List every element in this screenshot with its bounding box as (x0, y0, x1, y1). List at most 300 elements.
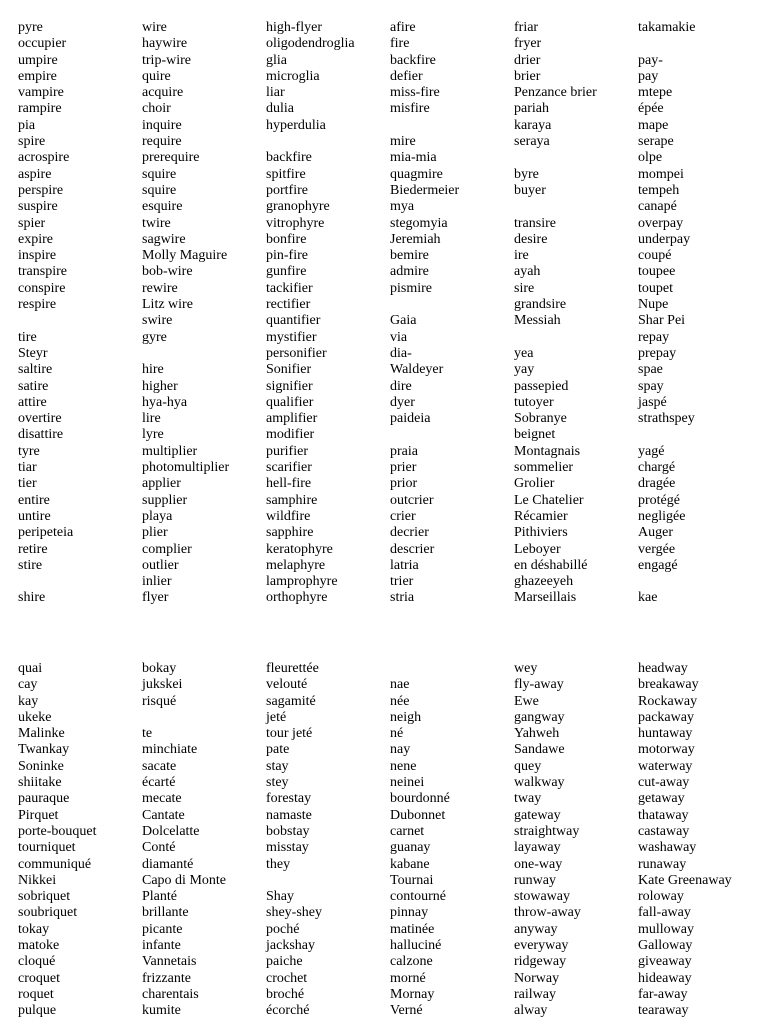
word-entry: drier (514, 52, 541, 68)
word-entry: granophyre (266, 199, 330, 215)
word-entry: layaway (514, 840, 561, 856)
word-entry: misstay (266, 840, 309, 856)
word-entry: beignet (514, 427, 556, 443)
word-entry: trip-wire (142, 52, 191, 68)
column-1-upper (18, 20, 73, 607)
word-entry: entire (18, 492, 50, 508)
word-entry: minchiate (142, 742, 198, 758)
word-entry: tier (18, 476, 37, 492)
word-entry: conspire (18, 280, 66, 296)
word-entry: getaway (638, 791, 685, 807)
word-entry: Molly Maguire (142, 248, 228, 264)
word-entry: Shar Pei (638, 313, 686, 329)
word-entry: retire (18, 541, 48, 557)
word-entry: yagé (638, 443, 665, 459)
word-entry (18, 574, 73, 590)
word-entry: friar (514, 20, 539, 35)
word-entry: repay (638, 329, 670, 345)
word-entry: microglia (266, 68, 320, 84)
word-entry: épée (638, 101, 664, 117)
column-6-upper (638, 20, 696, 607)
word-entry: everyway (514, 938, 569, 954)
word-entry: nene (390, 758, 417, 774)
word-entry: mompei (638, 166, 684, 182)
word-entry: misfire (390, 101, 430, 117)
word-entry: personifier (266, 345, 327, 361)
word-entry: orthophyre (266, 590, 328, 606)
word-entry: gyre (142, 329, 167, 345)
word-entry (638, 427, 696, 443)
word-entry: empire (18, 68, 57, 84)
word-entry: jackshay (266, 938, 315, 954)
word-entry: jeté (266, 709, 287, 725)
word-entry: shire (18, 590, 46, 606)
word-entry: keratophyre (266, 541, 333, 557)
word-entry: transire (514, 215, 556, 231)
word-entry: ukeke (18, 709, 52, 725)
word-entry: spitfire (266, 166, 306, 182)
word-entry: washaway (638, 840, 697, 856)
word-entry: hire (142, 362, 164, 378)
word-entry: glia (266, 52, 287, 68)
word-entry: applier (142, 476, 181, 492)
word-entry (142, 710, 226, 726)
word-entry (142, 346, 229, 362)
word-entry: matoke (18, 938, 60, 954)
word-entry: cloqué (18, 954, 56, 970)
column-6-lower (638, 661, 732, 1020)
word-entry: Galloway (638, 938, 693, 954)
word-entry: bemire (390, 248, 429, 264)
word-entry: byre (514, 166, 539, 182)
word-entry: namaste (266, 807, 312, 823)
word-entry: engagé (638, 557, 678, 573)
word-entry: huntaway (638, 726, 693, 742)
word-entry: olpe (638, 150, 663, 166)
column-3-upper (266, 20, 355, 607)
word-entry: ayah (514, 264, 541, 280)
word-entry: latria (390, 557, 419, 573)
word-entry: rampire (18, 101, 62, 117)
word-entry: Steyr (18, 345, 48, 361)
word-entry: mia-mia (390, 150, 437, 166)
word-entry: lyre (142, 427, 164, 443)
word-entry: Le Chatelier (514, 492, 584, 508)
word-entry: pate (266, 742, 290, 758)
word-entry: kay (18, 693, 39, 709)
word-entry: perspire (18, 182, 64, 198)
word-entry: Conté (142, 840, 176, 856)
word-entry: protégé (638, 492, 680, 508)
word-entry: Planté (142, 889, 177, 905)
word-entry: crier (390, 508, 416, 524)
word-entry: Twankay (18, 742, 70, 758)
column-1-lower (18, 661, 97, 1020)
word-entry: nae (390, 677, 410, 693)
word-entry: kumite (142, 1003, 181, 1019)
word-entry: écarté (142, 775, 176, 791)
word-entry: one-way (514, 856, 563, 872)
word-entry: né (390, 726, 404, 742)
word-entry: halluciné (390, 938, 442, 954)
word-entry: multiplier (142, 443, 198, 459)
word-entry: tempeh (638, 182, 680, 198)
word-entry: pin-fire (266, 248, 308, 264)
word-entry: coupé (638, 248, 672, 264)
column-5-lower (514, 661, 581, 1020)
word-entry: guanay (390, 840, 431, 856)
word-entry: serape (638, 134, 674, 150)
word-entry: trier (390, 574, 414, 590)
word-entry: aspire (18, 166, 52, 182)
word-entry: acrospire (18, 150, 70, 166)
column-4-upper (390, 20, 459, 607)
word-entry: inlier (142, 574, 172, 590)
word-entry: Shay (266, 889, 294, 905)
word-entry: ridgeway (514, 954, 567, 970)
word-entry: Marseillais (514, 590, 577, 606)
word-entry: sagwire (142, 231, 186, 247)
word-entry: pauraque (18, 791, 70, 807)
word-entry: strathspey (638, 411, 695, 427)
word-entry: gunfire (266, 264, 307, 280)
word-entry: throw-away (514, 905, 581, 921)
word-entry: canapé (638, 199, 677, 215)
word-entry: dulia (266, 101, 294, 117)
word-entry: spier (18, 215, 46, 231)
word-entry: miss-fire (390, 85, 440, 101)
column-3-lower (266, 661, 322, 1020)
word-entry: Grolier (514, 476, 555, 492)
word-entry: quai (18, 661, 43, 676)
word-entry: underpay (638, 231, 691, 247)
word-entry: hyperdulia (266, 117, 326, 133)
word-entry: bokay (142, 661, 177, 676)
word-entry: Auger (638, 525, 673, 541)
word-entry (18, 313, 73, 329)
word-entry: admire (390, 264, 429, 280)
word-entry: complier (142, 541, 192, 557)
word-entry: toupee (638, 264, 676, 280)
word-entry (390, 661, 450, 677)
word-entry: shiitake (18, 775, 62, 791)
word-entry: Litz wire (142, 297, 193, 313)
word-entry: squire (142, 182, 177, 198)
word-entry: neinei (390, 775, 425, 791)
word-entry: squire (142, 166, 177, 182)
word-entry: morné (390, 970, 426, 986)
word-entry: giveaway (638, 954, 692, 970)
word-entry: matinée (390, 921, 435, 937)
word-entry: Récamier (514, 508, 568, 524)
word-entry: sire (514, 280, 535, 296)
word-entry: jaspé (638, 394, 667, 410)
word-entry (514, 199, 597, 215)
word-entry: twire (142, 215, 171, 231)
word-entry: backfire (390, 52, 436, 68)
word-entry: Vannetais (142, 954, 197, 970)
word-entry: Ewe (514, 693, 539, 709)
word-entry: kae (638, 590, 658, 606)
word-entry: pay- (638, 52, 663, 68)
word-entry: wey (514, 661, 538, 676)
word-entry: poché (266, 921, 300, 937)
word-entry: pismire (390, 280, 432, 296)
word-entry (514, 330, 597, 346)
word-entry: carnet (390, 823, 425, 839)
word-entry: bonfire (266, 231, 307, 247)
word-entry: scarifier (266, 460, 312, 476)
word-entry: vitrophyre (266, 215, 325, 231)
word-entry: Soninke (18, 758, 64, 774)
word-entry (514, 150, 597, 166)
word-entry (638, 36, 696, 52)
word-entry: pariah (514, 101, 549, 117)
word-entry: overpay (638, 215, 684, 231)
word-entry: Gaia (390, 313, 417, 329)
word-entry: croquet (18, 970, 60, 986)
word-entry: haywire (142, 36, 188, 52)
word-entry: motorway (638, 742, 695, 758)
word-entry: untire (18, 508, 51, 524)
word-entry: higher (142, 378, 178, 394)
word-entry: Rockaway (638, 693, 698, 709)
column-4-lower (390, 661, 450, 1020)
word-entry: ire (514, 248, 529, 264)
word-entry: grandsire (514, 297, 567, 313)
word-entry: spae (638, 362, 663, 378)
word-entry: saltire (18, 362, 53, 378)
word-entry: modifier (266, 427, 315, 443)
word-entry: samphire (266, 492, 318, 508)
word-entry: tiar (18, 460, 37, 476)
word-entry: brier (514, 68, 541, 84)
word-entry: Yahweh (514, 726, 560, 742)
word-entry: descrier (390, 541, 435, 557)
word-entry: inspire (18, 248, 57, 264)
word-entry: Capo di Monte (142, 872, 226, 888)
word-entry: swire (142, 313, 173, 329)
word-entry: mtepe (638, 85, 673, 101)
word-entry: tour jeté (266, 726, 313, 742)
word-entry: mystifier (266, 329, 317, 345)
word-entry: infante (142, 938, 181, 954)
word-entry: alway (514, 1003, 548, 1019)
word-entry: écorché (266, 1003, 310, 1019)
word-entry: quagmire (390, 166, 443, 182)
word-entry: outcrier (390, 492, 434, 508)
word-entry: qualifier (266, 394, 314, 410)
word-entry: peripeteia (18, 525, 74, 541)
word-entry: walkway (514, 775, 565, 791)
word-entry: stowaway (514, 889, 570, 905)
word-entry: headway (638, 661, 688, 676)
word-entry: roquet (18, 986, 54, 1002)
word-entry: photomultiplier (142, 460, 230, 476)
word-entry: Mornay (390, 986, 435, 1002)
word-entry: Biedermeier (390, 182, 460, 198)
word-entry: tackifier (266, 280, 313, 296)
word-entry: hideaway (638, 970, 692, 986)
word-entry: sagamité (266, 693, 316, 709)
word-entry: Montagnais (514, 443, 581, 459)
word-entry (390, 118, 459, 134)
word-entry: fleurettée (266, 661, 319, 676)
word-entry: defier (390, 68, 423, 84)
word-entry: nay (390, 742, 411, 758)
word-entry: seraya (514, 134, 550, 150)
word-entry: stria (390, 590, 415, 606)
word-entry: pulque (18, 1003, 57, 1019)
word-entry (390, 297, 459, 313)
word-entry: hya-hya (142, 394, 188, 410)
word-entry: bobstay (266, 823, 310, 839)
word-entry: backfire (266, 150, 312, 166)
word-entry: Sobranye (514, 411, 567, 427)
word-entry: porte-bouquet (18, 823, 97, 839)
word-entry: soubriquet (18, 905, 78, 921)
word-entry: takamakie (638, 20, 696, 35)
word-entry: liar (266, 85, 285, 101)
word-entry: stire (18, 557, 43, 573)
word-entry: velouté (266, 677, 308, 693)
word-entry: anyway (514, 921, 558, 937)
word-entry: Jeremiah (390, 231, 441, 247)
word-entry: yay (514, 362, 535, 378)
word-entry: rectifier (266, 297, 311, 313)
word-entry: Penzance brier (514, 85, 597, 101)
word-entry: gangway (514, 709, 565, 725)
word-entry: negligée (638, 508, 686, 524)
word-entry: Pithiviers (514, 525, 568, 541)
word-entry: Nupe (638, 297, 669, 313)
word-entry: forestay (266, 791, 312, 807)
word-entry: passepied (514, 378, 569, 394)
word-entry: choir (142, 101, 171, 117)
word-entry: require (142, 134, 182, 150)
word-entry: prior (390, 476, 418, 492)
word-entry: neigh (390, 709, 422, 725)
word-entry: disattire (18, 427, 64, 443)
word-entry: tourniquet (18, 840, 76, 856)
word-entry (266, 134, 355, 150)
word-entry: cut-away (638, 775, 690, 791)
word-entry: acquire (142, 85, 184, 101)
word-entry: amplifier (266, 411, 318, 427)
word-entry: en déshabillé (514, 557, 588, 573)
word-entry: occupier (18, 36, 67, 52)
word-entry: quantifier (266, 313, 321, 329)
word-entry: sacate (142, 758, 177, 774)
word-entry: lire (142, 411, 161, 427)
word-entry: railway (514, 986, 556, 1002)
word-entry (390, 427, 459, 443)
word-entry (266, 873, 322, 889)
word-entry: Sandawe (514, 742, 565, 758)
word-entry: Norway (514, 970, 560, 986)
word-entry: praia (390, 443, 418, 459)
word-entry: tutoyer (514, 394, 554, 410)
word-entry: dragée (638, 476, 676, 492)
word-entry: transpire (18, 264, 67, 280)
word-entry: mulloway (638, 921, 694, 937)
word-entry: tway (514, 791, 542, 807)
word-entry: Kate Greenaway (638, 872, 732, 888)
word-entry: diamanté (142, 856, 194, 872)
word-entry: melaphyre (266, 557, 326, 573)
word-entry: pay (638, 68, 659, 84)
word-entry: calzone (390, 954, 433, 970)
word-entry: Tournai (390, 872, 434, 888)
word-entry: waterway (638, 758, 693, 774)
word-entry: prier (390, 460, 417, 476)
word-entry (638, 574, 696, 590)
word-entry: esquire (142, 199, 183, 215)
word-entry: cay (18, 677, 38, 693)
word-entry: quire (142, 68, 171, 84)
word-entry: risqué (142, 693, 177, 709)
word-entry: crochet (266, 970, 308, 986)
word-entry: decrier (390, 525, 429, 541)
word-entry: dyer (390, 394, 415, 410)
word-entry: desire (514, 231, 548, 247)
word-entry: mecate (142, 791, 182, 807)
word-entry: sommelier (514, 460, 574, 476)
word-entry: stey (266, 775, 289, 791)
word-entry: plier (142, 525, 168, 541)
word-entry: umpire (18, 52, 58, 68)
column-5-upper (514, 20, 597, 607)
word-entry: Dubonnet (390, 807, 446, 823)
word-entry: satire (18, 378, 49, 394)
word-entry: suspire (18, 199, 58, 215)
word-entry: vampire (18, 85, 64, 101)
word-entry: Leboyer (514, 541, 561, 557)
word-entry: bob-wire (142, 264, 193, 280)
word-entry: flyer (142, 590, 169, 606)
word-entry: stay (266, 758, 289, 774)
word-entry: yea (514, 345, 534, 361)
word-entry: wire (142, 20, 167, 35)
word-entry: kabane (390, 856, 430, 872)
word-entry: overtire (18, 411, 62, 427)
word-entry: shey-shey (266, 905, 322, 921)
word-entry: far-away (638, 986, 688, 1002)
word-entry: pinnay (390, 905, 429, 921)
word-entry: straightway (514, 823, 580, 839)
word-entry: playa (142, 508, 173, 524)
word-entry: Cantate (142, 807, 185, 823)
word-entry: buyer (514, 182, 546, 198)
word-entry: tearaway (638, 1003, 689, 1019)
word-entry: thataway (638, 807, 689, 823)
word-entry: Sonifier (266, 362, 312, 378)
word-entry: paiche (266, 954, 303, 970)
word-entry: mape (638, 117, 669, 133)
word-entry: rewire (142, 280, 178, 296)
word-entry: quey (514, 758, 542, 774)
word-entry: tire (18, 329, 37, 345)
word-entry: Messiah (514, 313, 561, 329)
word-entry: packaway (638, 709, 694, 725)
word-entry: broché (266, 986, 305, 1002)
word-entry: roloway (638, 889, 684, 905)
word-entry: prerequire (142, 150, 200, 166)
word-entry: castaway (638, 823, 690, 839)
word-entry: toupet (638, 280, 673, 296)
word-entry: chargé (638, 460, 676, 476)
word-entry: stegomyia (390, 215, 448, 231)
